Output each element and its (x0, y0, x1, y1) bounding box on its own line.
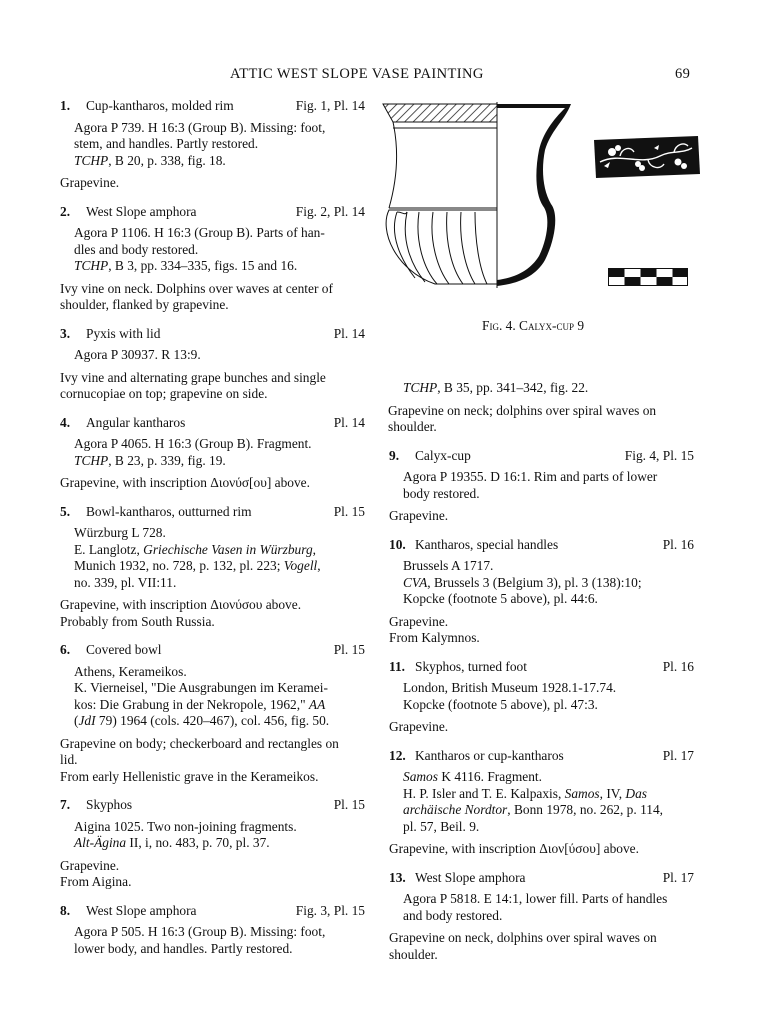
entry-description-line: Ivy vine and alternating grape bunches and single (60, 369, 326, 385)
page-number: 69 (675, 66, 691, 82)
entry-description-line: Ivy vine on neck. Dolphins over waves at center of (60, 280, 333, 296)
entry-description-line: Grapevine. (389, 613, 449, 629)
entry-detail-line: Aigina 1025. Two non-joining fragments. (74, 818, 297, 834)
entry-number: 5. (60, 503, 71, 519)
catalogue-entry (60, 98, 365, 192)
entry-detail-line: Kopcke (footnote 5 above), pl. 47:3. (403, 696, 598, 712)
entry-description-line: cornucopiae on top; grapevine on side. (60, 386, 268, 401)
entry-details (60, 436, 365, 469)
entry-detail-line: TCHP, B 35, pp. 341–342, fig. 22. (403, 380, 589, 395)
entry-details (60, 225, 365, 275)
entry-number: 6. (60, 642, 71, 657)
entry-description (60, 597, 365, 630)
catalogue-entry (389, 870, 694, 964)
entry-plate-reference: Pl. 15 (333, 503, 365, 519)
entry-description-line: From Aigina. (60, 874, 132, 889)
entry-plate-reference: Fig. 3, Pl. 15 (295, 902, 365, 918)
entry-description (60, 736, 365, 786)
entry-heading (389, 537, 694, 554)
entry-description (389, 719, 694, 736)
entry-plate-reference: Pl. 15 (333, 642, 365, 657)
entry-description-line: shoulder, flanked by grapevine. (60, 297, 229, 312)
entry-description-line: Grapevine. (389, 508, 449, 523)
entry-number: 12. (389, 747, 406, 763)
entry-detail-line: Agora P 1106. H 16:3 (Group B). Parts of han- (74, 225, 325, 240)
entry-description (389, 930, 694, 963)
entry-heading (389, 748, 694, 765)
catalogue-entry (60, 204, 365, 314)
entry-detail-line: Agora P 30937. R 13:9. (74, 347, 201, 362)
entry-description (389, 614, 694, 647)
entry-details (60, 525, 365, 591)
catalogue-entry (60, 642, 365, 785)
entry-detail-line: K. Vierneisel, "Die Ausgrabungen im Keramei- (74, 680, 328, 695)
entry-heading (60, 504, 365, 521)
entry-number: 7. (60, 797, 71, 812)
entry-details (60, 924, 365, 957)
entry-description-line: From Kalymnos. (389, 630, 480, 645)
entry-heading-left (389, 748, 564, 765)
catalogue-entry (60, 326, 365, 403)
entry-number: 11. (389, 658, 405, 674)
entry-title: Skyphos (86, 797, 133, 812)
catalogue-entry (60, 797, 365, 891)
entry-description-line: Grapevine, with inscription Διονύσ[ου] above. (60, 475, 310, 490)
entry-description (389, 841, 694, 858)
entry-heading-left (389, 870, 526, 887)
entry-description-line: Grapevine. (60, 175, 120, 190)
entry-heading (389, 659, 694, 676)
entry-detail-line: H. P. Isler and T. E. Kalpaxis, Samos, IV, Das (403, 785, 647, 801)
entry-plate-reference: Pl. 14 (333, 325, 365, 341)
entry-detail-line: lower body, and handles. Partly restored. (74, 940, 293, 956)
entry-detail-line: and body restored. (403, 907, 503, 923)
entry-details (389, 469, 694, 502)
running-title: ATTIC WEST SLOPE VASE PAINTING (230, 66, 484, 82)
entry-detail-line: body restored. (403, 485, 480, 501)
entry-heading-left (60, 504, 252, 521)
entry-detail-line: Kopcke (footnote 5 above), pl. 44:6. (403, 591, 598, 606)
entry-title: Calyx-cup (415, 447, 471, 463)
entry-description-line: Grapevine. (389, 719, 449, 734)
entry-details (389, 769, 694, 835)
entry-description (60, 175, 365, 192)
entry-detail-line: Agora P 4065. H 16:3 (Group B). Fragment. (74, 436, 312, 451)
entry-title: Angular kantharos (86, 414, 186, 430)
entry-8-continuation (389, 380, 694, 436)
entry-detail-line: Munich 1932, no. 728, p. 132, pl. 223; Vogell, (74, 558, 321, 573)
entry-description (60, 475, 365, 492)
entry-title: Skyphos, turned foot (415, 658, 527, 674)
entry-detail-line: (JdI 79) 1964 (cols. 420–467), col. 456, fig. 50. (74, 713, 330, 728)
entry-title: Cup-kantharos, molded rim (86, 98, 234, 113)
entry-title: Kantharos or cup-kantharos (415, 747, 564, 763)
entry-details (60, 664, 365, 730)
entry-heading (389, 448, 694, 465)
entry-heading (60, 415, 365, 432)
entry-heading-left (389, 448, 471, 465)
entry-heading (389, 870, 694, 887)
entry-number: 10. (389, 536, 406, 552)
entry-title: West Slope amphora (415, 869, 526, 885)
entry-number: 2. (60, 203, 71, 219)
entry-description-line: Probably from South Russia. (60, 613, 215, 629)
entry-title: West Slope amphora (86, 902, 197, 918)
catalogue-entry (60, 415, 365, 492)
entry-detail-line: Brussels A 1717. (403, 558, 494, 573)
entry-description-line: shoulder. (389, 946, 438, 962)
entry-plate-reference: Pl. 16 (662, 536, 694, 552)
entry-detail-line: CVA, Brussels 3 (Belgium 3), pl. 3 (138):10; (403, 574, 642, 590)
entry-description-line: Grapevine on neck, dolphins over spiral waves on (389, 930, 657, 945)
figure-caption: Fig. 4. Calyx-cup 9 (482, 318, 585, 333)
entry-heading (60, 326, 365, 343)
entry-detail-line: archäische Nordtor, Bonn 1978, no. 262, p. 114, (403, 802, 664, 817)
entry-detail-line: Würzburg L 728. (74, 525, 166, 540)
entry-detail-line: Agora P 505. H 16:3 (Group B). Missing: foot, (74, 924, 326, 939)
catalogue-entry (389, 448, 694, 525)
entry-title: Bowl-kantharos, outturned rim (86, 503, 252, 519)
entry-details (389, 680, 694, 713)
entry-description-line: lid. (60, 752, 78, 767)
entry-heading (60, 204, 365, 221)
catalogue-entry (389, 537, 694, 647)
entry-plate-reference: Fig. 2, Pl. 14 (295, 203, 365, 219)
entry-description (389, 508, 694, 525)
entry-detail-line: Alt-Ägina II, i, no. 483, p. 70, pl. 37. (74, 835, 270, 850)
entry-detail-line: E. Langlotz, Griechische Vasen in Würzburg, (74, 541, 316, 557)
entry-detail-line: pl. 57, Beil. 9. (403, 818, 480, 834)
entry-details (60, 347, 365, 364)
entry-detail-line: TCHP, B 20, p. 338, fig. 18. (74, 152, 226, 168)
entry-detail-line: Agora P 5818. E 14:1, lower fill. Parts of handles (403, 891, 668, 906)
left-column (60, 98, 365, 969)
entry-heading (60, 797, 365, 814)
entry-details (389, 891, 694, 924)
entry-description-line: From early Hellenistic grave in the Kerameikos. (60, 768, 319, 784)
entry-plate-reference: Pl. 15 (333, 797, 365, 812)
entry-detail-line: London, British Museum 1928.1-17.74. (403, 680, 617, 695)
entry-heading-left (60, 98, 234, 115)
entry-number: 3. (60, 325, 71, 341)
entry-details (389, 558, 694, 608)
entry-description (60, 858, 365, 891)
entry-heading-left (60, 797, 132, 814)
entry-heading-left (389, 659, 527, 676)
scale-bar (608, 268, 688, 286)
entry-detail-line: dles and body restored. (74, 241, 199, 257)
entry-detail-line: TCHP, B 3, pp. 334–335, figs. 15 and 16. (74, 258, 298, 273)
entry-detail-line: Athens, Kerameikos. (74, 663, 187, 679)
entry-detail-line: TCHP, B 23, p. 339, fig. 19. (74, 452, 226, 468)
entry-title: Kantharos, special handles (415, 536, 559, 552)
entry-description-line: Grapevine on neck; dolphins over spiral waves on (388, 402, 657, 418)
entry-detail-line: Agora P 19355. D 16:1. Rim and parts of lower (403, 469, 658, 484)
entry-number: 9. (389, 447, 400, 463)
entry-title: West Slope amphora (86, 203, 197, 219)
entry-heading (60, 903, 365, 920)
entry-description-line: Grapevine. (60, 857, 120, 873)
entry-detail-line: kos: Die Grabung in der Nekropole, 1962," AA (74, 696, 326, 712)
entry-title: Pyxis with lid (86, 325, 161, 341)
entry-description (60, 370, 365, 403)
entry-detail-line: Agora P 739. H 16:3 (Group B). Missing: foot, (74, 119, 326, 135)
entry-details (60, 120, 365, 170)
catalogue-entry (389, 748, 694, 858)
entry-plate-reference: Pl. 17 (662, 869, 694, 885)
entry-heading-left (60, 642, 162, 659)
entry-number: 13. (389, 869, 406, 885)
entry-detail-line: stem, and handles. Partly restored. (74, 136, 259, 151)
entry-description-line: Grapevine on body; checkerboard and rectangles on (60, 735, 339, 751)
entry-title: Covered bowl (86, 642, 162, 657)
entry-plate-reference: Pl. 16 (662, 658, 694, 674)
calyx-cup-profile-drawing (375, 100, 585, 290)
entry-heading-left (60, 903, 197, 920)
entry-description-line: shoulder. (388, 419, 437, 434)
entry-detail-line: Samos K 4116. Fragment. (403, 769, 542, 784)
entry-heading-left (60, 326, 160, 343)
grapevine-decoration-band (590, 132, 702, 180)
entry-number: 1. (60, 98, 71, 113)
entry-details (60, 819, 365, 852)
entry-heading (60, 98, 365, 115)
entry-description (60, 281, 365, 314)
right-column (389, 380, 694, 975)
entry-plate-reference: Pl. 17 (662, 747, 694, 763)
entry-plate-reference: Pl. 14 (333, 414, 365, 430)
entry-number: 4. (60, 414, 71, 430)
entry-heading-left (60, 204, 197, 221)
entry-heading-left (389, 537, 558, 554)
entry-detail-line: no. 339, pl. VII:11. (74, 574, 177, 590)
catalogue-entry (60, 903, 365, 958)
catalogue-entry (389, 659, 694, 736)
entry-plate-reference: Fig. 4, Pl. 15 (624, 447, 694, 463)
entry-heading-left (60, 415, 185, 432)
entry-description-line: Grapevine, with inscription Διον[ύσου] above. (389, 841, 639, 856)
catalogue-entry (60, 504, 365, 631)
entry-plate-reference: Fig. 1, Pl. 14 (295, 98, 365, 113)
entry-description-line: Grapevine, with inscription Διονύσου above. (60, 597, 302, 612)
entry-heading (60, 642, 365, 659)
entry-number: 8. (60, 902, 71, 918)
